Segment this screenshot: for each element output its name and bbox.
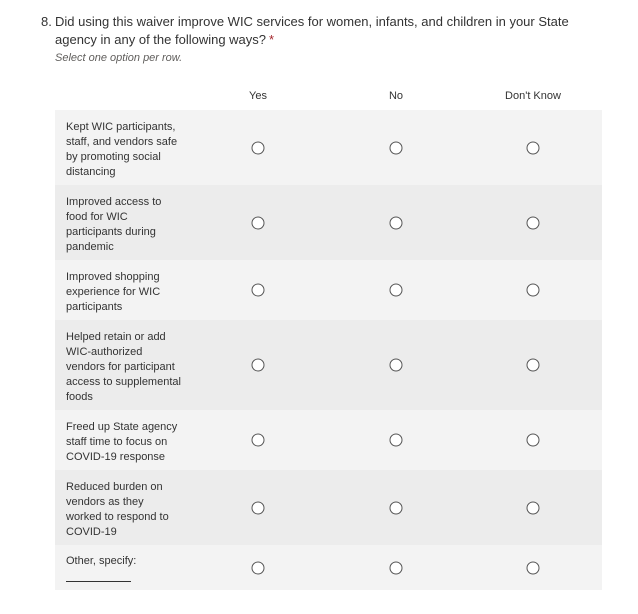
question-text-body: Did using this waiver improve WIC services for women, infants, and children in your State agency in any of the following ways? (55, 14, 569, 47)
radio-dont-know[interactable] (527, 216, 540, 229)
grid-header (55, 86, 602, 110)
question-header (41, 13, 611, 49)
row-label: Improved shopping experience for WIC participants (66, 271, 161, 313)
radio-yes[interactable] (252, 434, 265, 447)
row-label: Other, specify: (66, 555, 137, 567)
radio-no[interactable] (390, 359, 403, 372)
column-header-no: No (388, 90, 404, 102)
radio-dont-know[interactable] (527, 284, 540, 297)
column-header-yes: Yes (249, 90, 267, 102)
required-marker: * (269, 32, 275, 47)
radio-no[interactable] (390, 501, 403, 514)
radio-dont-know[interactable] (527, 501, 540, 514)
row-label: Helped retain or add WIC-authorized vendors for participant access to supplemental foods (66, 331, 181, 403)
grid-row-other (55, 545, 602, 590)
radio-yes[interactable] (252, 216, 265, 229)
specify-text-field[interactable] (66, 581, 131, 582)
radio-dont-know[interactable] (527, 359, 540, 372)
radio-no[interactable] (390, 141, 403, 154)
grid-row-kept-safe (55, 110, 602, 185)
likert-grid (55, 86, 602, 590)
radio-no[interactable] (390, 434, 403, 447)
radio-dont-know[interactable] (527, 141, 540, 154)
question-hint: Select one option per row. (55, 52, 183, 64)
question-text (55, 13, 611, 49)
radio-yes[interactable] (252, 359, 265, 372)
row-label: Improved access to food for WIC participants during pandemic (66, 196, 162, 253)
grid-row-shopping-experience (55, 260, 602, 320)
radio-no[interactable] (390, 284, 403, 297)
row-label: Reduced burden on vendors as they worked to respond to COVID-19 (66, 481, 169, 538)
question-number: 8. (41, 14, 52, 29)
row-label-other (66, 554, 181, 582)
radio-dont-know[interactable] (527, 561, 540, 574)
row-label: Freed up State agency staff time to focus on COVID-19 response (66, 421, 178, 463)
grid-row-retain-vendors (55, 320, 602, 410)
radio-yes[interactable] (252, 141, 265, 154)
grid-row-freed-staff-time (55, 410, 602, 470)
radio-no[interactable] (390, 216, 403, 229)
column-header-dont-know: Don't Know (505, 90, 561, 102)
radio-no[interactable] (390, 561, 403, 574)
row-label: Kept WIC participants, staff, and vendors safe by promoting social distancing (66, 121, 178, 178)
radio-yes[interactable] (252, 501, 265, 514)
radio-yes[interactable] (252, 284, 265, 297)
grid-row-reduced-burden (55, 470, 602, 545)
radio-yes[interactable] (252, 561, 265, 574)
grid-row-improved-access (55, 185, 602, 260)
radio-dont-know[interactable] (527, 434, 540, 447)
